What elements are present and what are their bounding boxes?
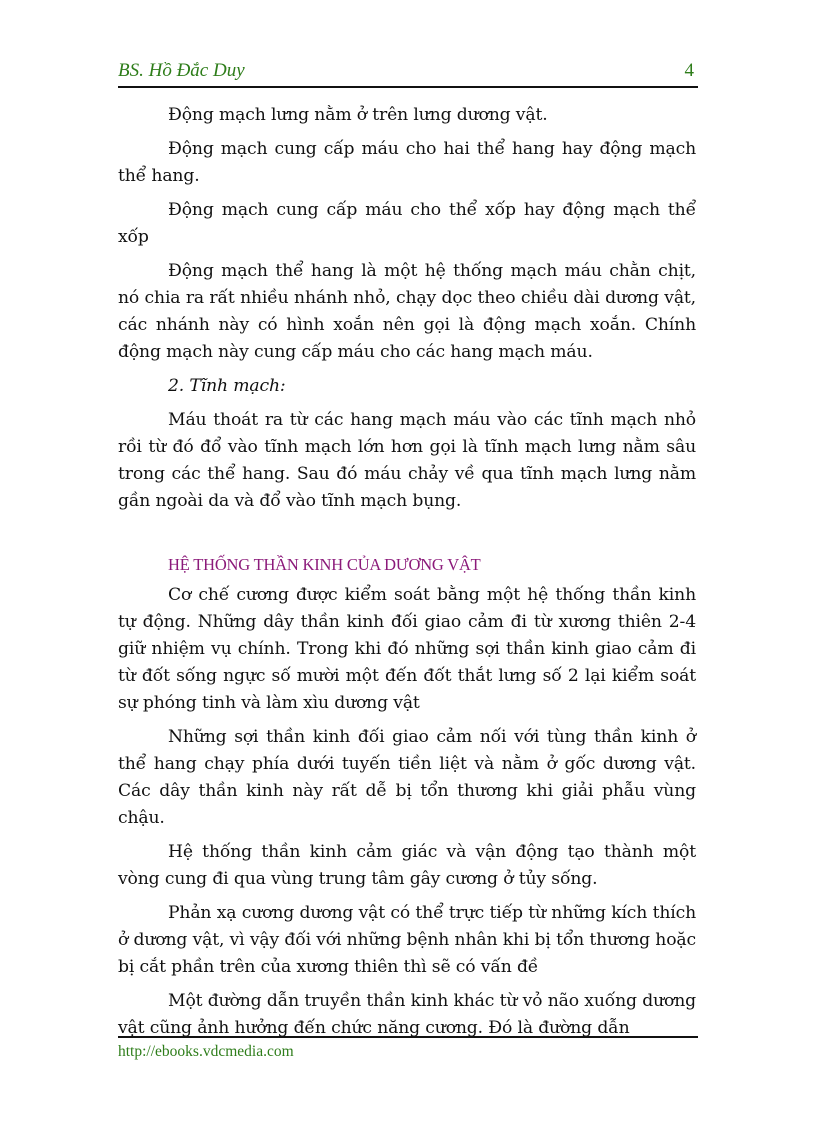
- footer-divider: [118, 1036, 698, 1038]
- section-heading-nervous-system: HỆ THỐNG THẦN KINH CỦA DƯƠNG VẬT: [168, 555, 481, 574]
- footer-link[interactable]: http://ebooks.vdcmedia.com: [118, 1043, 294, 1060]
- subsection-title-veins: 2. Tĩnh mạch:: [168, 376, 286, 396]
- page-number: 4: [684, 60, 694, 81]
- paragraph-nerve-4: Phản xạ cương dương vật có thể trực tiếp từ những kích thích ở dương vật, vì vậy đối với những bệnh nhân khi bị tổn thương hoặc bị cắt phần trên của xương thiên thì sẽ có vấn đề: [118, 903, 696, 977]
- paragraph-nerve-2: Những sợi thần kinh đối giao cảm nối với tùng thần kinh ở thể hang chạy phía dưới tuyến tiền liệt và nằm ở gốc dương vật. Các dây thần kinh này rất dễ bị tổn thương khi giải phẫu vùng chậu.: [118, 727, 696, 828]
- paragraph-nerve-3: Hệ thống thần kinh cảm giác và vận động tạo thành một vòng cung đi qua vùng trung tâm gây cương ở tủy sống.: [118, 842, 696, 889]
- header-author: BS. Hồ Đắc Duy: [118, 60, 245, 81]
- paragraph-dorsal-artery: Động mạch lưng nằm ở trên lưng dương vật.: [168, 105, 548, 125]
- paragraph-spongy-artery: Động mạch cung cấp máu cho thể xốp hay động mạch thể xốp: [118, 200, 696, 247]
- page-header: [118, 60, 698, 88]
- document-body: [118, 102, 696, 1049]
- paragraph-helicine-artery: Động mạch thể hang là một hệ thống mạch máu chằn chịt, nó chia ra rất nhiều nhánh nhỏ, chạy dọc theo chiều dài dương vật, các nhánh này có hình xoắn nên gọi là động mạch xoắn. Chính động mạch này cung cấp máu cho các hang mạch máu.: [118, 261, 696, 362]
- paragraph-cavernous-artery: Động mạch cung cấp máu cho hai thể hang hay động mạch thể hang.: [118, 139, 696, 186]
- paragraph-veins: Máu thoát ra từ các hang mạch máu vào các tĩnh mạch nhỏ rồi từ đó đổ vào tĩnh mạch lớn hơn gọi là tĩnh mạch lưng nằm sâu trong các thể hang. Sau đó máu chảy về qua tĩnh mạch lưng nằm gần ngoài da và đổ vào tĩnh mạch bụng.: [118, 410, 696, 511]
- paragraph-nerve-5: Một đường dẫn truyền thần kinh khác từ vỏ não xuống dương vật cũng ảnh hưởng đến chức năng cương. Đó là đường dẫn: [118, 991, 696, 1038]
- paragraph-nerve-1: Cơ chế cương được kiểm soát bằng một hệ thống thần kinh tự động. Những dây thần kinh đối giao cảm đi từ xương thiên 2-4 giữ nhiệm vụ chính. Trong khi đó những sợi thần kinh giao cảm đi từ đốt sống ngực số mười một đến đốt thắt lưng số 2 lại kiểm soát sự phóng tinh và làm xìu dương vật: [118, 585, 696, 713]
